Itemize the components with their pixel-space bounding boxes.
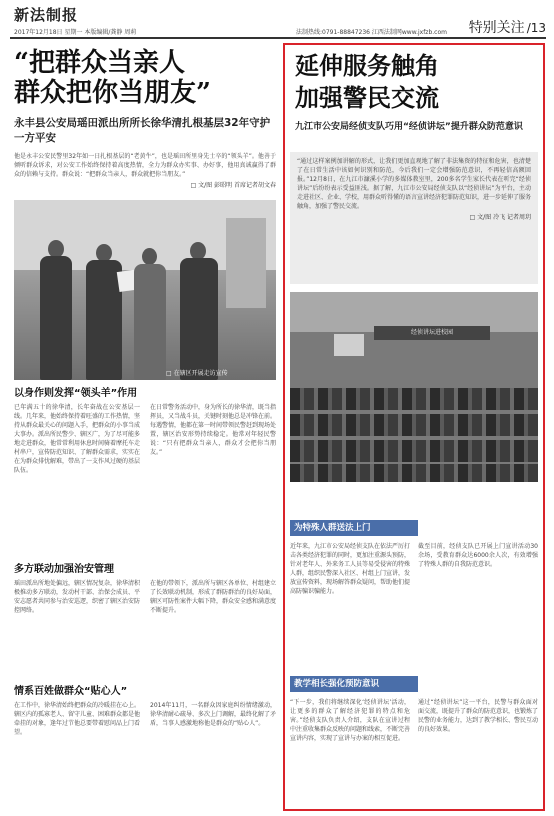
- right-section-1: [290, 542, 538, 596]
- page-number: /13: [526, 21, 546, 35]
- left-photo-caption: □ 在辖区开展走访宣传: [166, 370, 228, 377]
- contact-meta: 法制热线:0791-88847236 江西法制网www.jxfzb.com: [296, 29, 447, 36]
- right-story-photo: [290, 292, 538, 482]
- quote-text: “通过这样案例加讲解的形式，让我们更加直观地了解了非法集资的特征和危害，也清楚了在日常生活中该如何识别和防范，今后我们一定会增强防范意识，不再轻信高额回报。”12月8日，在九江市濂溪小学的多媒体教室里，200多名学生家长代表在听完“经侦讲坛”后纷纷表示受益匪浅。据了解，九江市公安局经侦支队以“经侦讲坛”为平台，主动走进社区、企业、学校，用群众听得懂的语言宣讲经济犯罪防范知识，进一步延伸了服务触角，加强了警民交流。: [297, 158, 532, 210]
- left-title-line2: 群众把你当朋友”: [14, 78, 211, 108]
- right-heading-2: 教学相长强化预防意识: [290, 676, 418, 692]
- section-1-col-1: 已年满五十的徐华清，长年奋战在公安基层一线。几年来，他始终保持着旺盛的工作热情，坚持从群众最关心的问题入手，把群众的小事当成大事办。派出所民警少、辖区广，为了尽可能多地走进群众，他常常利用休息时间骑着摩托车走村串户，宣传防范知识、了解群众需求，实实在在为群众排忧解难，带出了一支作风过硬的基层队伍。: [14, 404, 141, 474]
- section-heading-1: 以身作则发挥“领头羊”作用: [14, 388, 138, 399]
- section-3-col-1: 在工作中，徐华清始终把群众的冷暖挂在心上。辖区内的孤寡老人、留守儿童、困难群众都是他牵挂的对象，逢年过节他总要带着慰问品上门看望。: [14, 702, 141, 736]
- section-joint-action: [14, 560, 276, 615]
- right-story-title: [295, 50, 539, 114]
- right-title-line1: 延伸服务触角: [295, 51, 439, 80]
- section-header: [469, 17, 546, 37]
- section-lead-sheep: [14, 384, 276, 475]
- right-section-2: [290, 698, 538, 743]
- section-heading-2: 多方联动加强治安管理: [14, 564, 114, 575]
- right-section-1-col-2: 截至目前，经侦支队已开展上门宣讲活动30余场，受教育群众达6000余人次，有效增强了特殊人群的自我防范意识。: [418, 543, 538, 568]
- right-story-subtitle: 九江市公安局经侦支队巧用“经侦讲坛”提升群众防范意识: [295, 122, 523, 132]
- section-2-col-1: 瑶田派出所地处偏远，辖区情况复杂，徐华清积极推动多方联动，发动村干部、治保会成员、平安志愿者共同参与治安巡逻，织密了辖区治安防控网络。: [14, 580, 141, 614]
- right-section-2-col-1: “下一步，我们将继续深化‘经侦讲坛’活动，让更多的群众了解经济犯罪的特点和危害。”经侦支队负责人介绍，支队在宣讲过程中注重收集群众反映的问题和线索，不断完善宣讲内容，实现了宣讲与办案的相互促进。: [290, 699, 411, 742]
- section-close-friend: [14, 682, 276, 737]
- section-1-col-2: 在日常警务活动中，身为所长的徐华清，既当指挥员，又当战斗员，关键时刻他总是冲锋在前。每遇警情，他都在第一时间带领民警赶到现场处置，辖区治安形势持续稳定。他常对年轻民警说：“只有把群众当亲人，群众才会把你当朋友。”: [150, 404, 277, 456]
- masthead: [0, 0, 554, 40]
- left-title-line1: “把群众当亲人: [14, 48, 185, 78]
- newspaper-logo: 新法制报: [14, 6, 79, 24]
- right-byline: □ 文/图 冷飞 记者周玥: [469, 214, 531, 221]
- right-section-2-col-2: 通过“经侦讲坛”这一平台，民警与群众面对面交流，既提升了群众的防范意识，也锻炼了民警的业务能力，达到了教学相长、警民互动的良好效果。: [418, 699, 539, 733]
- left-story-lead: [14, 152, 276, 189]
- left-byline: □ 文/图 彭昭明 首席记者胡文春: [190, 182, 276, 189]
- section-heading-3: 情系百姓做群众“贴心人”: [14, 686, 128, 697]
- masthead-rule: [10, 37, 546, 39]
- left-story-photo: [14, 200, 276, 380]
- left-story-title: [14, 48, 276, 108]
- right-section-1-col-1: 近年来，九江市公安局经侦支队在依法严厉打击各类经济犯罪的同时，更加注重源头预防，针对老年人、外来务工人员等易受侵害的特殊人群，组织民警深入社区、村组上门宣讲，发放宣传资料，现场解答群众疑问，帮助他们提高防骗识骗能力。: [290, 543, 411, 595]
- lead-paragraph: 他是永丰公安民警里32年如一日扎根基层的“老黄牛”，也是瑶田所里身先士卒的“领头羊”。他善于倾听群众诉求，对公安工作始终保持着高度热情，全力为群众办实事、办好事，他用真诚赢得了群众的信赖与支持。群众说：“把群众当亲人，群众就把你当朋友。”: [14, 153, 276, 178]
- issue-meta: 2017年12月18日 星期一 本版编辑/龚静 周莉: [14, 29, 137, 36]
- photo-banner: 经侦讲坛进校园: [374, 326, 490, 340]
- section-3-col-2: 2014年11月，一名群众因家庭纠纷情绪激动，徐华清耐心疏导、多次上门调解，最终化解了矛盾，当事人感激地称他是群众的“贴心人”。: [150, 702, 277, 727]
- section-2-col-2: 在他的带领下，派出所与辖区各单位、村组建立了长效联动机制，形成了群防群治的良好局面，辖区可防性案件大幅下降，群众安全感和满意度不断提升。: [150, 580, 277, 614]
- right-heading-1: 为特殊人群送法上门: [290, 520, 418, 536]
- right-title-line2: 加强警民交流: [295, 83, 439, 112]
- section-name: 特别关注: [468, 20, 525, 36]
- left-story-subtitle: 永丰县公安局瑶田派出所所长徐华清扎根基层32年守护一方平安: [14, 117, 271, 144]
- right-story-quote: [290, 152, 538, 284]
